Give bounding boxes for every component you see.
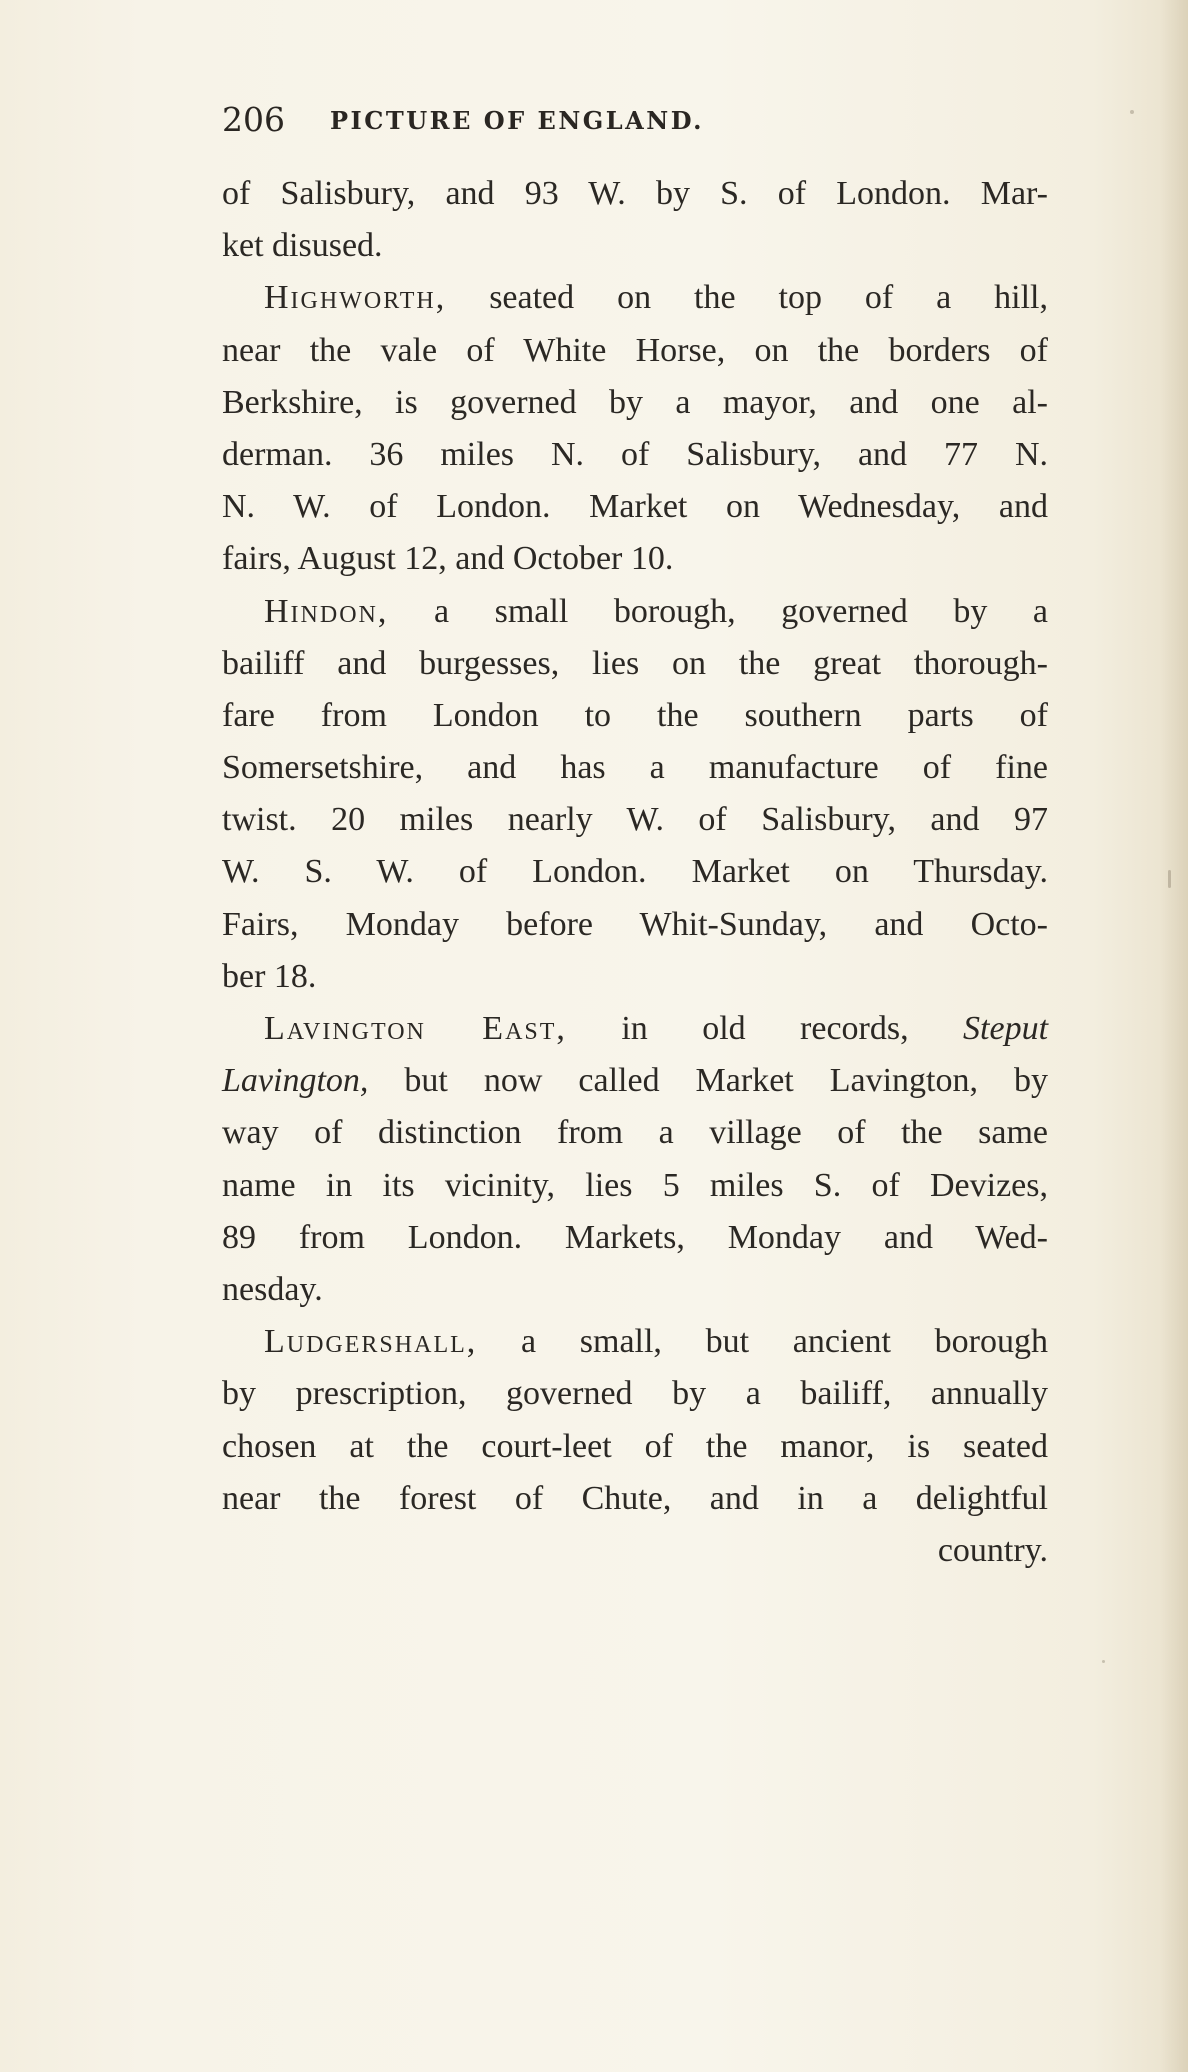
text-line: 89 from London. Markets, Monday and Wed-: [222, 1218, 1048, 1256]
text-line: chosen at the court-leet of the manor, is seated: [222, 1427, 1048, 1465]
text-line: country.: [937, 1531, 1048, 1569]
text-line: way of distinction from a village of the same: [222, 1114, 1048, 1152]
paper-speck: [1102, 1660, 1105, 1663]
text-line: N. W. of London. Market on Wednesday, and: [222, 488, 1048, 526]
entry-highworth: Highworth, seated on the top of a hill,: [264, 279, 1048, 317]
text-line: of Salisbury, and 93 W. by S. of London. Mar-: [222, 175, 1048, 212]
text-line: ber 18.: [222, 957, 317, 995]
text-line: fairs, August 12, and October 10.: [222, 540, 674, 578]
running-head: [222, 100, 882, 150]
text-line: W. S. W. of London. Market on Thursday.: [222, 853, 1048, 891]
text-line: Berkshire, is governed by a mayor, and one al-: [222, 383, 1048, 421]
text-line: Fairs, Monday before Whit-Sunday, and Octo-: [222, 905, 1048, 943]
entry-ludgershall: Ludgershall, a small, but ancient borough: [264, 1323, 1048, 1361]
place-name: Hindon,: [264, 592, 389, 630]
page-number: 206: [222, 100, 285, 139]
page-edge-shadow: [1160, 0, 1188, 2072]
entry-hindon: Hindon, a small borough, governed by a: [264, 592, 1048, 630]
place-name: Ludgershall,: [264, 1323, 478, 1361]
text-line: nesday.: [222, 1270, 323, 1308]
text-line: ket disused.: [222, 227, 383, 265]
text-line: near the forest of Chute, and in a delightful: [222, 1479, 1048, 1517]
text-line: twist. 20 miles nearly W. of Salisbury, and 97: [222, 801, 1048, 839]
place-name: Lavington East,: [264, 1010, 567, 1047]
text-line: Lavington, but now called Market Lavington, by: [222, 1062, 1048, 1100]
text-line: name in its vicinity, lies 5 miles S. of Devizes,: [222, 1166, 1048, 1204]
paper-speck: [1130, 110, 1134, 114]
body-text: [222, 168, 1048, 1577]
text-line: by prescription, governed by a bailiff, annually: [222, 1375, 1048, 1413]
text-line: near the vale of White Horse, on the borders of: [222, 331, 1048, 369]
text-line: derman. 36 miles N. of Salisbury, and 77 N.: [222, 435, 1048, 473]
text-line: fare from London to the southern parts of: [222, 696, 1048, 734]
paper-speck: [1168, 870, 1171, 888]
text-line: Somersetshire, and has a manufacture of fine: [222, 749, 1048, 787]
running-title: PICTURE OF ENGLAND.: [330, 106, 705, 135]
place-name: Highworth,: [264, 279, 447, 317]
entry-lavington-east: Lavington East, in old records, Steput: [264, 1010, 1049, 1047]
text-line: bailiff and burgesses, lies on the great thorough-: [222, 644, 1048, 682]
